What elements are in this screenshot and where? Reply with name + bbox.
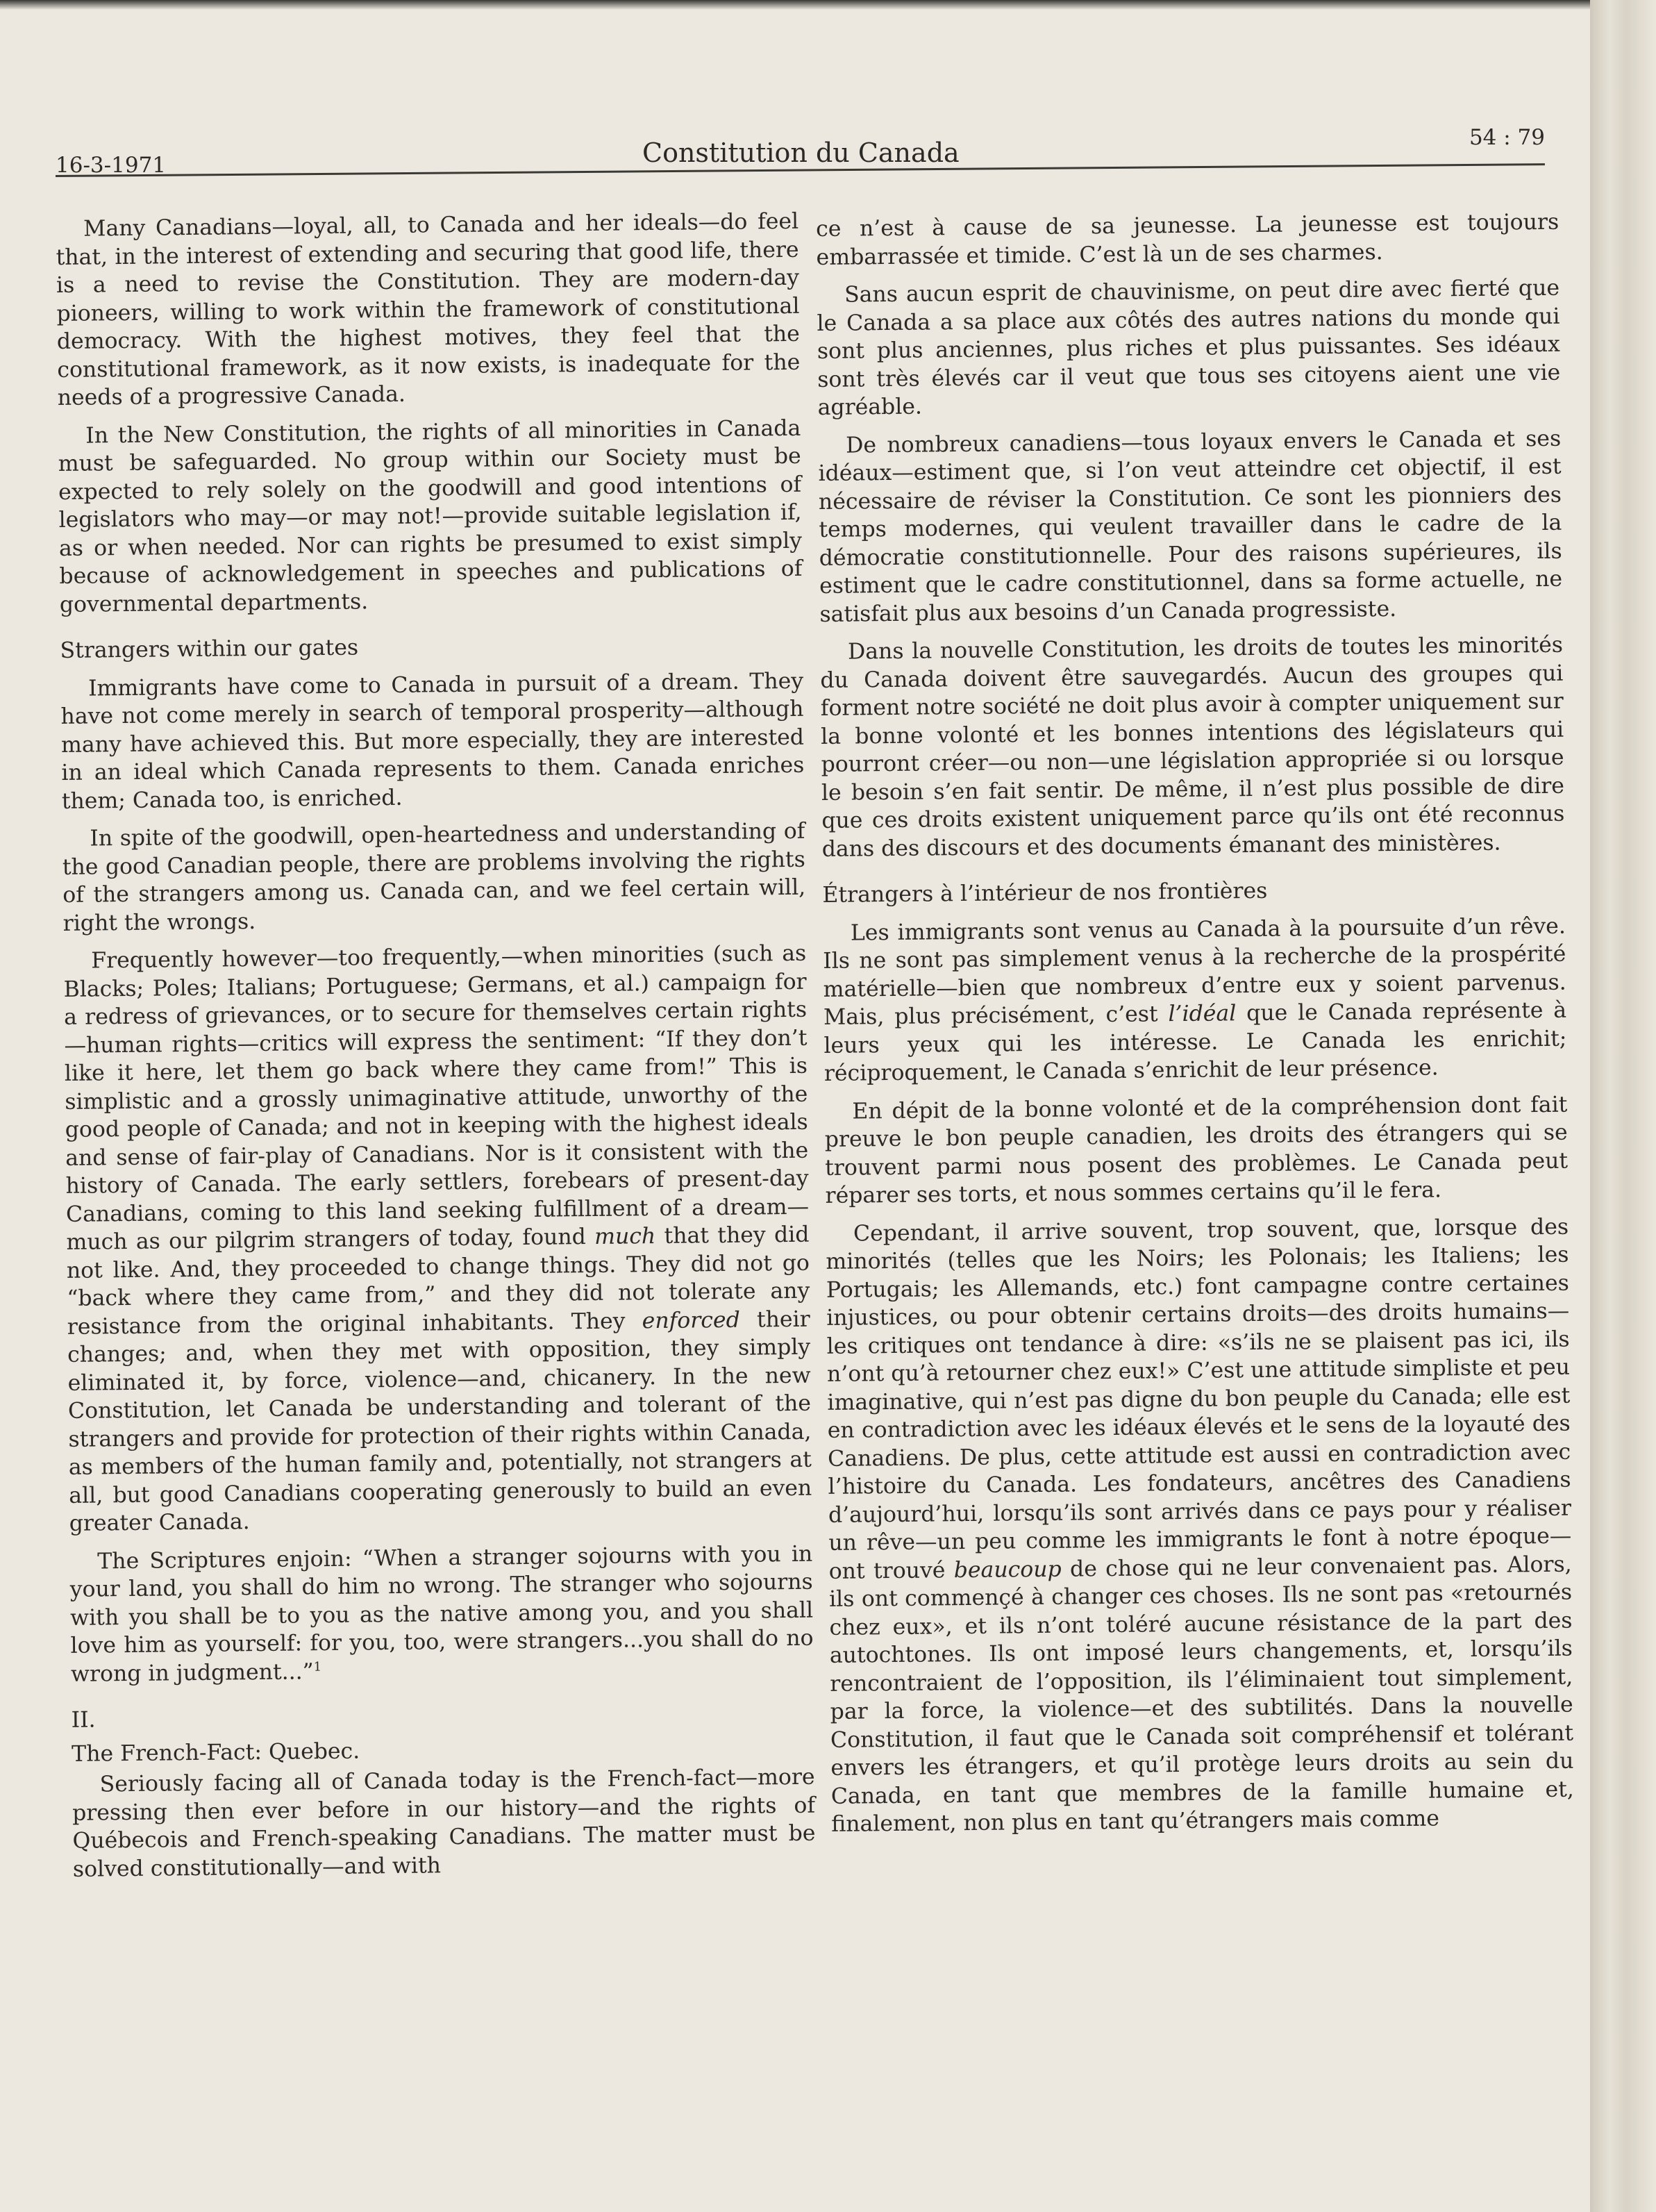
- paragraph: In the New Constitution, the rights of all minorities in Canada must be safeguarded. No group within our Society must be expected to rely solely on the goodwill and good intentions of legislators who may—or may not!—provide suitable legislation if, as or when needed. Nor can rights be presumed to exist simply because of acknowledgement in speeches and publications of governmental departments.: [58, 415, 803, 617]
- text-run: de chose qui ne leur convenaient pas. Alors, ils ont commençé à changer ces choses. Ils ne sont pas «retournés chez eux», et ils n’ont toléré aucune résistance de la part des autochtones. Ils ont imposé leurs changements, et, lorsqu’ils rencontraient de l’opposition, ils l’éliminaient tout simplement, par la force, la violence—et des subtilités. Dans la nouvelle Constitution, il faut que le Canada soit compréhensif et tolérant envers les étrangers, et qu’il protège leurs droits au sein du Canada, en tant que membres de la famille humaine et, finalement, non plus en tant qu’étrangers mais comme: [828, 1552, 1574, 1837]
- paragraph: [63, 940, 812, 1538]
- paragraph: De nombreux canadiens—tous loyaux envers le Canada et ses idéaux—estiment que, si l’on veut atteindre cet objectif, il est nécessaire de réviser la Constitution. Ce sont les pionniers des temps modernes, qui veulent travailler dans le cadre de la démocratie constitutionnelle. Pour des raisons supérieures, ils estiment que le cadre constitutionnel, dans sa forme actuelle, ne satisfait plus aux besoins d’un Canada progressiste.: [818, 426, 1563, 627]
- paragraph: En dépit de la bonne volonté et de la compréhension dont fait preuve le bon peuple canadien, les droits des étrangers qui se trouvent parmi nous posent des problèmes. Le Canada peut réparer ses torts, et nous sommes certains qu’il le fera.: [824, 1092, 1569, 1208]
- section-heading: Étrangers à l’intérieur de nos frontières: [822, 878, 1268, 908]
- paragraph: Seriously facing all of Canada today is the French-fact—more pressing then ever before in our history—and the rights of Québecois and French-speaking Canadians. The matter must be solved constitutionally—and with: [72, 1764, 816, 1882]
- french-column: [816, 208, 1575, 1849]
- paragraph: Many Canadians—loyal, all, to Canada and her ideals—do feel that, in the interest of extending and securing that good life, there is a need to revise the Constitution. They are modern-day pioneers, willing to work within the framework of constitutional democracy. With the highest motives, they feel that the constitutional framework, as it now exists, is inadequate for the needs of a progressive Canada.: [56, 208, 801, 410]
- running-header: [56, 125, 1545, 177]
- page-number: 54 : 79: [1469, 125, 1545, 150]
- text-run: Les immigrants sont venus au Canada à la poursuite d’un rêve. Ils ne sont pas simplement venus à la recherche de la prospérité matérielle—bien que nombreux d’entre eux y soient parvenus. Mais, plus précisément, c’est: [823, 913, 1566, 1030]
- scan-top-shadow: [0, 0, 1656, 10]
- text-run: The Scriptures enjoin: “When a stranger sojourns with you in your land, you shall do him no wrong. The stranger who sojourns with you shall be to you as the native among you, and you shall love him as yourself: for you, too, were strangers...you shall do no wrong in judgment...”: [69, 1541, 814, 1687]
- paragraph: In spite of the goodwill, open-heartedness and understanding of the good Canadian people, there are problems involving the rights of the strangers among us. Canada can, and we feel certain will, right the wrongs.: [62, 818, 806, 936]
- book-page-edges: [1590, 0, 1656, 2212]
- footnote-marker: 1: [313, 1659, 322, 1674]
- section-subheading: The French-Fact: Quebec.: [72, 1738, 360, 1767]
- section-numeral: II.: [71, 1707, 96, 1733]
- english-column: [56, 208, 816, 1893]
- paragraph: Dans la nouvelle Constitution, les droits de toutes les minorités du Canada doivent être sauvegardés. Aucun des groupes qui forment notre société ne doit plus avoir à compter uniquement sur la bonne volonté et les bonnes intentions des législateurs qui pourront créer—ou non—une législation appropriée si ou lorsque le besoin s’en fait sentir. De même, il n’est plus possible de dire que ces droits existent uniquement parce qu’ils ont été reconnus dans des discours et des documents émanant des ministères.: [820, 632, 1565, 862]
- text-run: that they did not like. And, they proceeded to change things. They did not go “back where they came from,” and they did not tolerate any resistance from the original inhabitants. They: [66, 1222, 810, 1340]
- paragraph: [823, 912, 1567, 1088]
- paragraph: [826, 1213, 1575, 1838]
- text-run: Cependant, il arrive souvent, trop souvent, que, lorsque des minorités (telles que les Noirs; les Polonais; les Italiens; les Portugais; les Allemands, etc.) font campagne contre certaines injustices, ou pour obtenir certains droits—des droits humains—les critiques ont tendance à dire: «s’ils ne se plaisent pas ici, ils n’ont qu’à retourner chez eux!» C’est une attitude simpliste et peu imaginative, qui n’est pas digne du bon peuple du Canada; elle est en contradiction avec les idéaux élevés et le sens de la loyauté des Canadiens. De plus, cette attitude est aussi en contradiction avec l’histoire du Canada. Les fondateurs, ancêtres des Canadiens d’aujourd’hui, lorsqu’ils sont arrivés dans ce pays pour y réaliser un rêve—un peu comme les immigrants le font à notre époque—ont trouvé: [826, 1214, 1572, 1584]
- paragraph: ce n’est à cause de sa jeunesse. La jeunesse est toujours embarrassée et timide. C’est là un de ses charmes.: [816, 209, 1559, 270]
- paragraph: Immigrants have come to Canada in pursuit of a dream. They have not come merely in search of temporal prosperity—although many have achieved this. But more especially, they are interested in an ideal which Canada represents to them. Canada enriches them; Canada too, is enriched.: [60, 668, 805, 814]
- header-title: Constitution du Canada: [642, 138, 960, 168]
- header-date: 16-3-1971: [56, 153, 167, 178]
- emphasis: enforced: [642, 1307, 740, 1333]
- text-run: their changes; and, when they met with opposition, they simply eliminated it, by force, violence—and, chicanery. In the new Constitution, let Canada be understanding and tolerant of the strangers and provide for protection of their rights within Canada, as members of the human family and, potentially, not strangers at all, but good Canadians cooperating generously to build an even greater Canada.: [67, 1306, 812, 1536]
- paragraph: [69, 1540, 814, 1688]
- paragraph: Sans aucun esprit de chauvinisme, on peut dire avec fierté que le Canada a sa place aux côtés des autres nations du monde qui sont plus anciennes, plus riches et plus puissantes. Ses idéaux sont très élevés car il veut que tous ses citoyens aient une vie agréable.: [817, 275, 1561, 420]
- emphasis: much: [594, 1224, 656, 1249]
- text-run: que le Canada représente à leurs yeux qui les intéresse. Le Canada les enrichit; réciproquement, le Canada s’enrichit de leur présence.: [823, 997, 1567, 1086]
- text-run: Frequently however—too frequently,—when minorities (such as Blacks; Poles; Italians; Portuguese; Germans, et al.) campaign for a redress of grievances, or to secure for themselves certain rights—human rights—critics will express the sentiment: “If they don’t like it here, let them go back where they came from!” This is simplistic and a grossly unimaginative attitude, unworthy of the good people of Canada; and not in keeping with the highest ideals and sense of fair-play of Canadians. Nor is it consistent with the history of Canada. The early settlers, forebears of present-day Canadians, coming to this land seeking fulfillment of a dream—much as our pilgrim strangers of today, found: [63, 940, 810, 1255]
- section-heading: Strangers within our gates: [60, 635, 359, 663]
- emphasis: l’idéal: [1168, 1001, 1237, 1027]
- emphasis: beaucoup: [953, 1556, 1062, 1583]
